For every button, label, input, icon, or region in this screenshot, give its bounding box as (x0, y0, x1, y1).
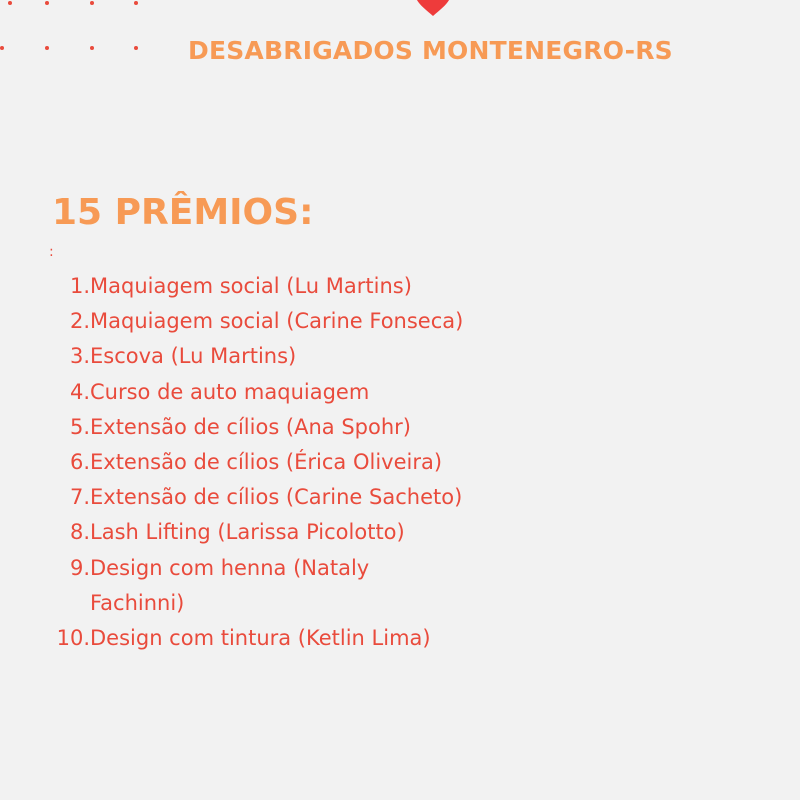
prize-text: Extensão de cílios (Érica Oliveira) (90, 450, 443, 475)
list-item (50, 551, 470, 621)
page-title: DESABRIGADOS MONTENEGRO-RS (188, 36, 673, 65)
list-item (50, 621, 470, 656)
list-item (50, 515, 470, 550)
dot (45, 1, 49, 5)
prize-number: 2. (69, 309, 90, 334)
list-item (50, 410, 470, 445)
prize-number: 9. (69, 555, 90, 580)
dot (134, 46, 138, 50)
prize-text: Design com henna (Nataly Fachinni) (90, 555, 370, 615)
dot (45, 46, 49, 50)
prize-text: Design com tintura (Ketlin Lima) (90, 626, 431, 651)
list-item (50, 445, 470, 480)
prize-number: 10. (56, 626, 90, 651)
list-item (50, 269, 470, 304)
prize-number: 1. (69, 274, 90, 298)
prize-text: Extensão de cílios (Carine Sacheto) (90, 485, 463, 510)
prize-text: Lash Lifting (Larissa Picolotto) (90, 520, 405, 545)
prize-text: Maquiagem social (Carine Fonseca) (90, 309, 464, 334)
prize-number: 4. (69, 379, 90, 404)
prizes-heading: 15 PRÊMIOS: (52, 192, 314, 233)
dot (90, 1, 94, 5)
dot (0, 46, 4, 50)
prize-text: Maquiagem social (Lu Martins) (90, 274, 412, 298)
prize-list (50, 269, 470, 656)
prize-text: Escova (Lu Martins) (90, 344, 297, 369)
prize-number: 3. (69, 344, 90, 369)
dot (134, 1, 138, 5)
decorative-dots (0, 0, 160, 70)
list-item (50, 480, 470, 515)
prize-number: 5. (69, 414, 90, 439)
colon-mark: : (49, 244, 54, 260)
heart-icon (414, 0, 452, 18)
prize-number: 6. (69, 450, 90, 475)
prize-text: Extensão de cílios (Ana Spohr) (90, 414, 411, 439)
prize-number: 7. (69, 485, 90, 510)
list-item (50, 339, 470, 374)
prize-number: 8. (69, 520, 90, 545)
prize-text: Curso de auto maquiagem (90, 379, 370, 404)
list-item (50, 304, 470, 339)
dot (90, 46, 94, 50)
list-item (50, 375, 470, 410)
dot (8, 1, 12, 5)
